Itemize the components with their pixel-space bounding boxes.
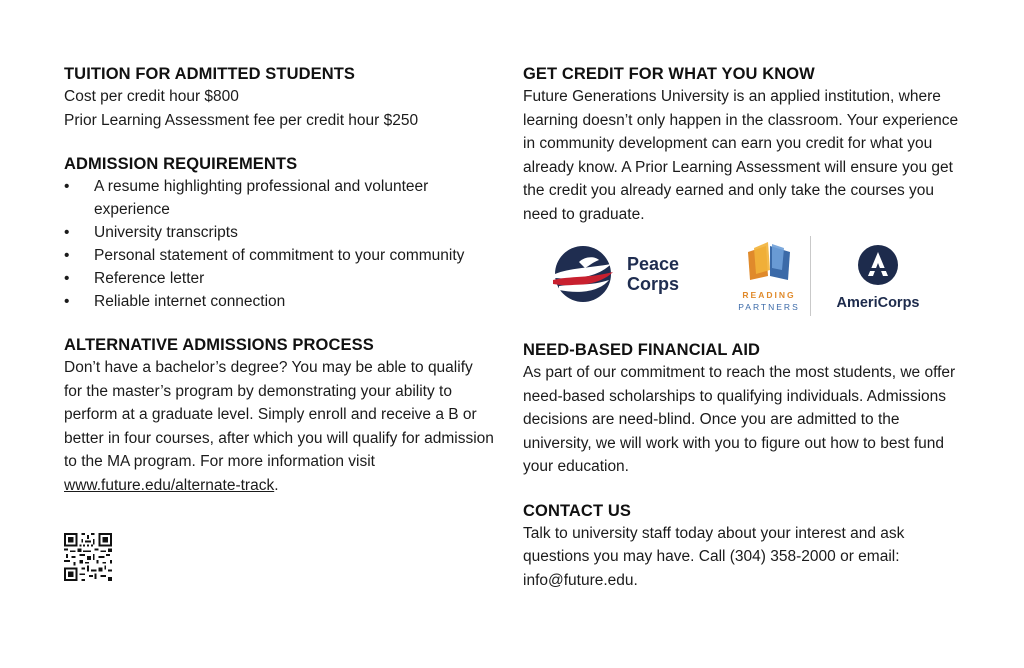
left-column (64, 64, 494, 586)
peace-corps-logo (549, 244, 689, 304)
contact-section (523, 501, 963, 593)
admission-section (64, 154, 494, 313)
peace-word: Peace (627, 254, 680, 274)
reading-word: READING (742, 290, 796, 300)
corps-word: Corps (627, 274, 680, 294)
list-item (64, 244, 494, 267)
bullet-icon: • (64, 224, 70, 241)
admission-heading: ADMISSION REQUIREMENTS (64, 155, 298, 173)
contact-body: Talk to university staff today about your interest and ask questions you may have. Call (304) 358-2000 or email: info@future.edu. (523, 524, 905, 589)
bullet-icon: • (64, 270, 70, 287)
list-item (64, 175, 494, 221)
open-book-icon (744, 240, 794, 284)
list-item-text: A resume highlighting professional and volunteer experience (94, 178, 429, 218)
credit-section (523, 64, 963, 226)
alternative-text: Don’t have a bachelor’s degree? You may be able to qualify for the master’s program by demonstrating your ability to perform at a graduate level. Simply enroll and receive a B or better in four courses, after which you will qualify for admission to the MA program. For more information visit (64, 359, 494, 470)
logo-divider (810, 236, 811, 316)
tuition-heading: TUITION FOR ADMITTED STUDENTS (64, 65, 356, 83)
list-item-text: Personal statement of commitment to your community (94, 247, 465, 264)
list-item-text: Reference letter (94, 270, 205, 287)
credit-body: Future Generations University is an applied institution, where learning doesn’t only happen in the classroom. Your experience in community development can earn you credit for what you already know. A Prior Learning Assessment will ensure you get the credit you already earned and only take the courses you need to graduate. (523, 88, 959, 223)
peace-corps-wordmark (627, 254, 679, 294)
requirements-list (64, 175, 494, 313)
americorps-emblem-icon (857, 244, 899, 286)
list-item-text: University transcripts (94, 224, 238, 241)
right-column (523, 64, 963, 614)
pla-fee: Prior Learning Assessment fee per credit hour $250 (64, 111, 419, 129)
partner-logos (523, 234, 963, 334)
alternative-body (64, 356, 494, 497)
list-item (64, 221, 494, 244)
cost-per-credit: Cost per credit hour $800 (64, 88, 239, 105)
credit-heading: GET CREDIT FOR WHAT YOU KNOW (523, 65, 815, 83)
list-item (64, 267, 494, 290)
bullet-icon: • (64, 247, 70, 264)
contact-heading: CONTACT US (523, 501, 631, 520)
partners-word: PARTNERS (738, 302, 800, 312)
reading-partners-logo (733, 240, 805, 316)
bullet-icon: • (64, 178, 70, 195)
bullet-icon: • (64, 293, 70, 310)
aid-heading: NEED-BASED FINANCIAL AID (523, 341, 761, 359)
americorps-logo (823, 244, 933, 314)
peace-corps-emblem-icon (549, 244, 619, 304)
aid-body: As part of our commitment to reach the most students, we offer need-based scholarships to qualifying individuals. Admissions decisions are need-blind. Once you are admitted to the university, we will work with you to figure out how to best fund your education. (523, 364, 956, 475)
period: . (274, 476, 279, 494)
list-item-text: Reliable internet connection (94, 293, 286, 310)
list-item (64, 290, 494, 313)
aid-section (523, 340, 963, 479)
qr-code-icon[interactable] (64, 533, 112, 581)
americorps-wordmark: AmeriCorps (836, 295, 920, 311)
alternate-track-link[interactable]: www.future.edu/alternate-track (64, 476, 275, 494)
tuition-section (64, 64, 494, 132)
alternative-heading: ALTERNATIVE ADMISSIONS PROCESS (64, 336, 374, 354)
alternative-section (64, 335, 494, 497)
